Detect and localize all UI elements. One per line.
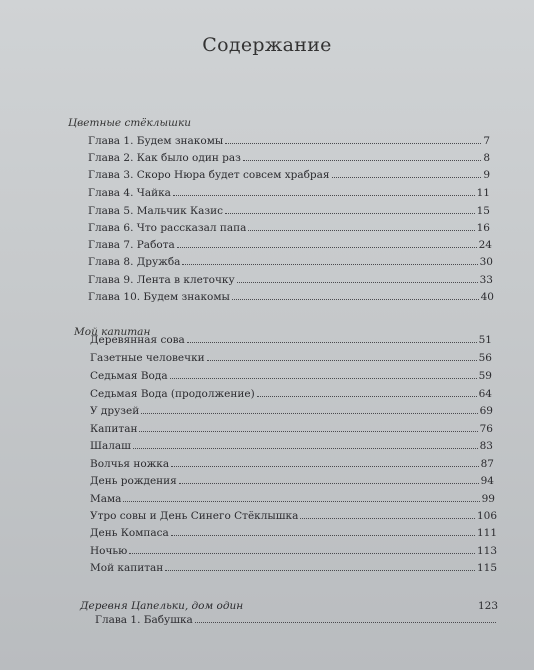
dot-leader bbox=[139, 431, 477, 432]
entry-page: 33 bbox=[479, 274, 493, 286]
dot-leader bbox=[207, 360, 477, 361]
dot-leader bbox=[237, 282, 478, 283]
toc-entry[interactable] bbox=[90, 385, 492, 400]
entry-title: Глава 1. Будем знакомы bbox=[88, 135, 224, 147]
entry-page: 83 bbox=[479, 440, 493, 452]
entry-page: 113 bbox=[476, 545, 497, 557]
entry-page: 16 bbox=[476, 222, 490, 234]
entry-title: Газетные человечки bbox=[90, 352, 205, 364]
toc-entry[interactable] bbox=[90, 524, 497, 539]
dot-leader bbox=[248, 230, 474, 231]
dot-leader bbox=[332, 177, 482, 178]
toc-entry[interactable] bbox=[88, 288, 494, 303]
entry-page: 7 bbox=[483, 135, 490, 147]
dot-leader bbox=[165, 570, 475, 571]
entry-page: 30 bbox=[479, 256, 493, 268]
toc-entry[interactable] bbox=[90, 490, 495, 505]
entry-page: 59 bbox=[478, 370, 492, 382]
dot-leader bbox=[177, 247, 477, 248]
toc-entry[interactable] bbox=[90, 472, 494, 487]
entry-title: День Компаса bbox=[90, 527, 169, 539]
entry-page: 8 bbox=[483, 152, 490, 164]
section-title-row[interactable] bbox=[80, 597, 498, 612]
dot-leader bbox=[225, 213, 475, 214]
entry-title: Деревянная сова bbox=[90, 334, 185, 346]
entry-title: Утро совы и День Синего Стёклышка bbox=[90, 510, 299, 522]
entry-title: Волчья ножка bbox=[90, 458, 170, 470]
entry-title: Капитан bbox=[90, 423, 138, 435]
dot-leader bbox=[171, 466, 478, 467]
dot-leader bbox=[171, 535, 475, 536]
entry-title: Седьмая Вода (продолжение) bbox=[90, 388, 255, 400]
toc-entry[interactable] bbox=[88, 219, 490, 234]
entry-title: Глава 2. Как было один раз bbox=[88, 152, 241, 164]
dot-leader bbox=[141, 413, 477, 414]
toc-entry[interactable] bbox=[90, 507, 497, 522]
toc-entry[interactable] bbox=[95, 611, 498, 626]
toc-entry[interactable] bbox=[88, 166, 490, 181]
entry-page: 115 bbox=[476, 562, 497, 574]
page-title: Содержание bbox=[202, 34, 332, 56]
dot-leader bbox=[182, 264, 477, 265]
entry-title: У друзей bbox=[90, 405, 140, 417]
toc-entry[interactable] bbox=[88, 149, 490, 164]
entry-title: Мама bbox=[90, 493, 122, 505]
toc-entry[interactable] bbox=[88, 202, 490, 217]
entry-page: 111 bbox=[476, 527, 497, 539]
entry-title: Глава 3. Скоро Нюра будет совсем храбрая bbox=[88, 169, 330, 181]
entry-title: Седьмая Вода bbox=[90, 370, 168, 382]
section-title: Цветные стёклышки bbox=[68, 117, 191, 129]
toc-entry[interactable] bbox=[90, 402, 493, 417]
dot-leader bbox=[243, 160, 481, 161]
dot-leader bbox=[300, 518, 475, 519]
toc-entry[interactable] bbox=[90, 437, 493, 452]
dot-leader bbox=[187, 342, 477, 343]
toc-entry[interactable] bbox=[90, 542, 497, 557]
entry-title: Глава 9. Лента в клеточку bbox=[88, 274, 235, 286]
toc-entry[interactable] bbox=[90, 455, 494, 470]
entry-title: Глава 6. Что рассказал папа bbox=[88, 222, 247, 234]
entry-page: 94 bbox=[480, 475, 494, 487]
dot-leader bbox=[195, 622, 496, 623]
entry-page: 9 bbox=[483, 169, 490, 181]
entry-title: Мой капитан bbox=[90, 562, 164, 574]
entry-title: Глава 10. Будем знакомы bbox=[88, 291, 230, 303]
entry-page: 40 bbox=[480, 291, 494, 303]
entry-page: 69 bbox=[479, 405, 493, 417]
dot-leader bbox=[179, 483, 479, 484]
entry-page: 24 bbox=[478, 239, 492, 251]
entry-page: 106 bbox=[476, 510, 497, 522]
dot-leader bbox=[133, 448, 478, 449]
section-title: Деревня Цапельки, дом один bbox=[80, 600, 244, 612]
dot-leader bbox=[123, 501, 479, 502]
entry-page: 11 bbox=[476, 187, 490, 199]
dot-leader bbox=[257, 396, 477, 397]
toc-entry[interactable] bbox=[88, 253, 493, 268]
toc-entry[interactable] bbox=[90, 367, 492, 382]
entry-page: 76 bbox=[479, 423, 493, 435]
toc-entry[interactable] bbox=[90, 331, 492, 346]
entry-page: 64 bbox=[478, 388, 492, 400]
dot-leader bbox=[129, 553, 475, 554]
dot-leader bbox=[225, 143, 481, 144]
entry-title: День рождения bbox=[90, 475, 177, 487]
toc-entry[interactable] bbox=[88, 184, 490, 199]
entry-title: Глава 5. Мальчик Казис bbox=[88, 205, 223, 217]
dot-leader bbox=[170, 378, 477, 379]
entry-title: Глава 4. Чайка bbox=[88, 187, 171, 199]
toc-entry[interactable] bbox=[88, 271, 493, 286]
entry-title: Глава 1. Бабушка bbox=[95, 614, 193, 626]
entry-page: 15 bbox=[476, 205, 490, 217]
entry-page: 56 bbox=[478, 352, 492, 364]
toc-entry[interactable] bbox=[88, 236, 492, 251]
toc-entry[interactable] bbox=[90, 420, 493, 435]
dot-leader bbox=[232, 299, 479, 300]
toc-entry[interactable] bbox=[88, 132, 490, 147]
section-page: 123 bbox=[477, 600, 498, 612]
toc-entry[interactable] bbox=[90, 559, 497, 574]
entry-title: Ночью bbox=[90, 545, 128, 557]
entry-page: 99 bbox=[481, 493, 495, 505]
entry-page: 87 bbox=[480, 458, 494, 470]
entry-title: Глава 8. Дружба bbox=[88, 256, 181, 268]
toc-entry[interactable] bbox=[90, 349, 492, 364]
section-title: Мой капитан bbox=[74, 326, 151, 338]
dot-leader bbox=[173, 195, 475, 196]
entry-title: Шалаш bbox=[90, 440, 131, 452]
entry-title: Глава 7. Работа bbox=[88, 239, 175, 251]
entry-page: 51 bbox=[478, 334, 492, 346]
